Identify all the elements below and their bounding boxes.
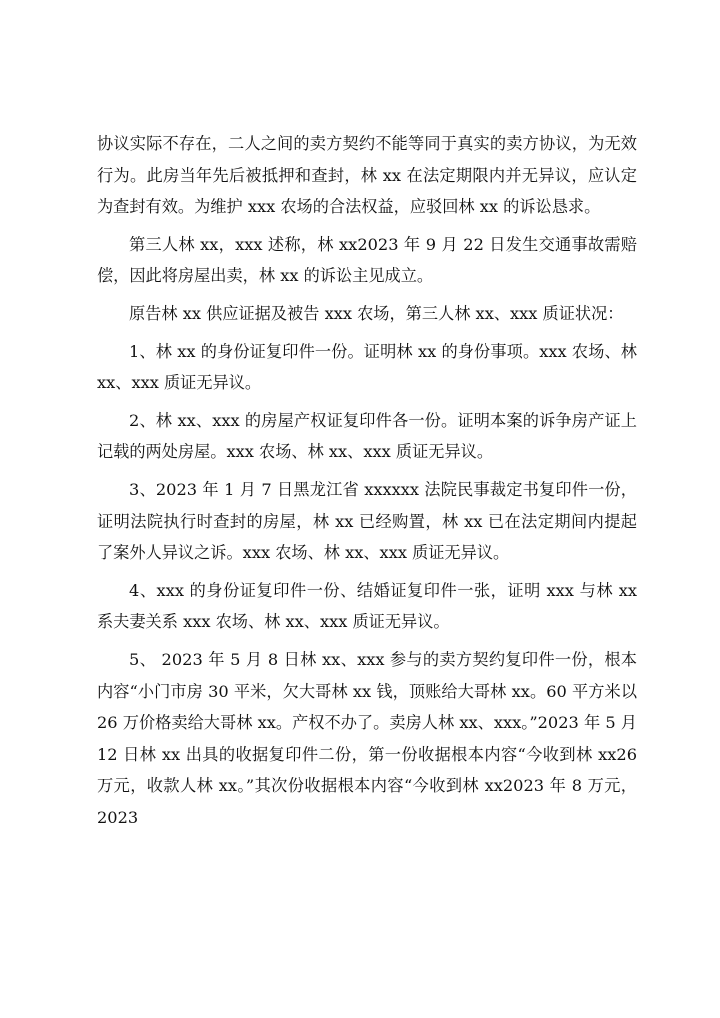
paragraph-evidence-5: 5、 2023 年 5 月 8 日林 xx、xxx 参与的卖方契约复印件一份，根本内容“小门市房 30 平米，欠大哥林 xx 钱，顶账给大哥林 xx。60 平方米以 26 万价格卖给大哥林 xx。产权不办了。卖房人林 xx、xxx。”2023 年 5 月 12 日林 xx 出具的收据复印件二份，第一份收据根本内容“今收到林 xx26 万元，收款人林 xx。”其次份收据根本内容“今收到林 xx2023 年 8 万元，2023: [97, 649, 637, 827]
document-body: [97, 128, 637, 839]
paragraph-evidence-4: 4、xxx 的身份证复印件一份、结婚证复印件一张，证明 xxx 与林 xx 系夫妻关系 xxx 农场、林 xx、xxx 质证无异议。: [97, 580, 637, 632]
paragraph-third-party-statement: 第三人林 xx，xxx 述称，林 xx2023 年 9 月 22 日发生交通事故需赔偿，因此将房屋出卖，林 xx 的诉讼主见成立。: [97, 234, 637, 286]
paragraph-continuation: 协议实际不存在，二人之间的卖方契约不能等同于真实的卖方协议，为无效行为。此房当年先后被抵押和查封，林 xx 在法定期限内并无异议，应认定为查封有效。为维护 xxx 农场的合法权益，应驳回林 xx 的诉讼恳求。: [97, 134, 637, 217]
paragraph-evidence-intro: 原告林 xx 供应证据及被告 xxx 农场，第三人林 xx、xxx 质证状况：: [129, 303, 624, 323]
paragraph-evidence-2: 2、林 xx、xxx 的房屋产权证复印件各一份。证明本案的诉争房产证上记载的两处房屋。xxx 农场、林 xx、xxx 质证无异议。: [97, 410, 637, 462]
paragraph-evidence-3: 3、2023 年 1 月 7 日黑龙江省 xxxxxx 法院民事裁定书复印件一份，证明法院执行时查封的房屋，林 xx 已经购置，林 xx 已在法定期间内提起了案外人异议之诉。xxx 农场、林 xx、xxx 质证无异议。: [97, 479, 637, 563]
paragraph-evidence-1: 1、林 xx 的身份证复印件一份。证明林 xx 的身份事项。xxx 农场、林 xx、xxx 质证无异议。: [97, 341, 637, 393]
